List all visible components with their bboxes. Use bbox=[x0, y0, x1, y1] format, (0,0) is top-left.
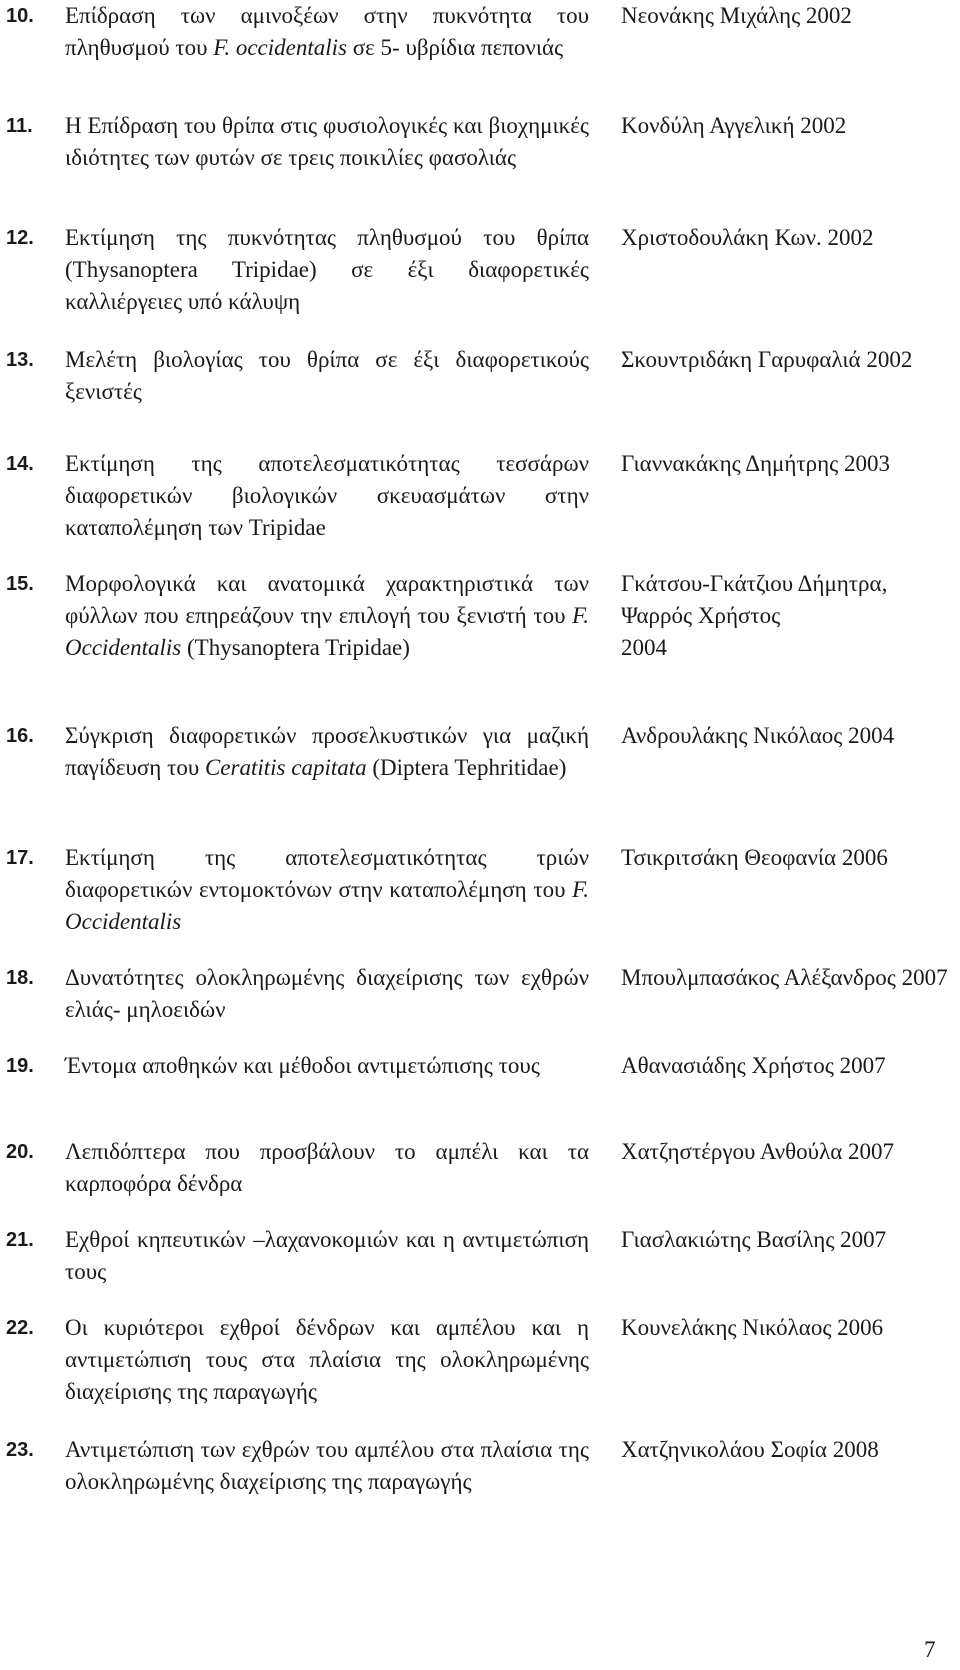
item-title: Η Επίδραση του θρίπα στις φυσιολογικές και βιοχημικές ιδιότητες των φυτών σε τρεις ποικιλίες φασολιάς bbox=[65, 113, 589, 170]
item-author: Σκουντριδάκη Γαρυφαλιά 2002 bbox=[621, 347, 913, 372]
item-number: 21. bbox=[6, 1229, 34, 1251]
item-title: Μορφολογικά και ανατομικά χαρακτηριστικά των φύλλων που επηρεάζουν την επιλογή του ξενιστή του F. Occidentalis (Thysanoptera Tripidae) bbox=[65, 571, 589, 660]
item-title: Εχθροί κηπευτικών –λαχανοκομιών και η αντιμετώπιση τους bbox=[65, 1227, 589, 1284]
item-author: Γκάτσου-Γκάτζιου Δήμητρα, Ψαρρός Χρήστος 2004 bbox=[621, 571, 888, 660]
item-title: Σύγκριση διαφορετικών προσελκυστικών για μαζική παγίδευση του Ceratitis capitata (Diptera Tephritidae) bbox=[65, 723, 589, 780]
item-number: 18. bbox=[6, 967, 34, 989]
item-author: Κουνελάκης Νικόλαος 2006 bbox=[621, 1315, 884, 1340]
item-number: 12. bbox=[6, 227, 34, 249]
item-number: 16. bbox=[6, 725, 34, 747]
item-title: Επίδραση των αμινοξέων στην πυκνότητα του πληθυσμού του F. occidentalis σε 5- υβρίδια πεπονιάς bbox=[65, 3, 589, 60]
item-author: Ανδρουλάκης Νικόλαος 2004 bbox=[621, 723, 895, 748]
item-number: 22. bbox=[6, 1317, 34, 1339]
item-author: Χατζηστέργου Ανθούλα 2007 bbox=[621, 1139, 895, 1164]
item-number: 15. bbox=[6, 573, 34, 595]
item-author: Γιαννακάκης Δημήτρης 2003 bbox=[621, 451, 891, 476]
item-title: Δυνατότητες ολοκληρωμένης διαχείρισης των εχθρών ελιάς- μηλοειδών bbox=[65, 965, 589, 1022]
item-title: Αντιμετώπιση των εχθρών του αμπέλου στα πλαίσια της ολοκληρωμένης διαχείρισης της παραγωγής bbox=[65, 1437, 589, 1494]
item-number: 14. bbox=[6, 453, 34, 475]
item-author: Κονδύλη Αγγελική 2002 bbox=[621, 113, 847, 138]
item-number: 19. bbox=[6, 1055, 34, 1077]
item-number: 20. bbox=[6, 1141, 34, 1163]
item-title: Μελέτη βιολογίας του θρίπα σε έξι διαφορετικούς ξενιστές bbox=[65, 347, 589, 404]
item-number: 23. bbox=[6, 1439, 34, 1461]
item-number: 11. bbox=[6, 115, 33, 137]
item-author: Νεονάκης Μιχάλης 2002 bbox=[621, 3, 852, 28]
item-author: Αθανασιάδης Χρήστος 2007 bbox=[621, 1053, 886, 1078]
item-title: Εκτίμηση της αποτελεσματικότητας τεσσάρων διαφορετικών βιολογικών σκευασμάτων στην καταπολέμηση των Tripidae bbox=[65, 451, 589, 540]
item-title: Λεπιδόπτερα που προσβάλουν το αμπέλι και τα καρποφόρα δένδρα bbox=[65, 1139, 589, 1196]
item-author: Γιασλακιώτης Βασίλης 2007 bbox=[621, 1227, 887, 1252]
page-number: 7 bbox=[924, 1637, 936, 1662]
item-author: Τσικριτσάκη Θεοφανία 2006 bbox=[621, 845, 888, 870]
item-title: Εκτίμηση της πυκνότητας πληθυσμού του θρίπα (Thysanoptera Tripidae) σε έξι διαφορετικές καλλιέργειες υπό κάλυψη bbox=[65, 225, 589, 314]
item-title: Οι κυριότεροι εχθροί δένδρων και αμπέλου και η αντιμετώπιση τους στα πλαίσια της ολοκληρωμένης διαχείρισης της παραγωγής bbox=[65, 1315, 589, 1404]
item-author: Χριστοδουλάκη Κων. 2002 bbox=[621, 225, 874, 250]
item-author: Χατζηνικολάου Σοφία 2008 bbox=[621, 1437, 879, 1462]
item-number: 10. bbox=[6, 5, 34, 27]
item-title: Έντομα αποθηκών και μέθοδοι αντιμετώπισης τους bbox=[65, 1053, 540, 1078]
item-author: Μπουλμπασάκος Αλέξανδρος 2007 bbox=[621, 965, 948, 990]
item-number: 17. bbox=[6, 847, 34, 869]
item-title: Εκτίμηση της αποτελεσματικότητας τριών διαφορετικών εντομοκτόνων στην καταπολέμηση του F. Occidentalis bbox=[65, 845, 589, 934]
item-number: 13. bbox=[6, 349, 34, 371]
